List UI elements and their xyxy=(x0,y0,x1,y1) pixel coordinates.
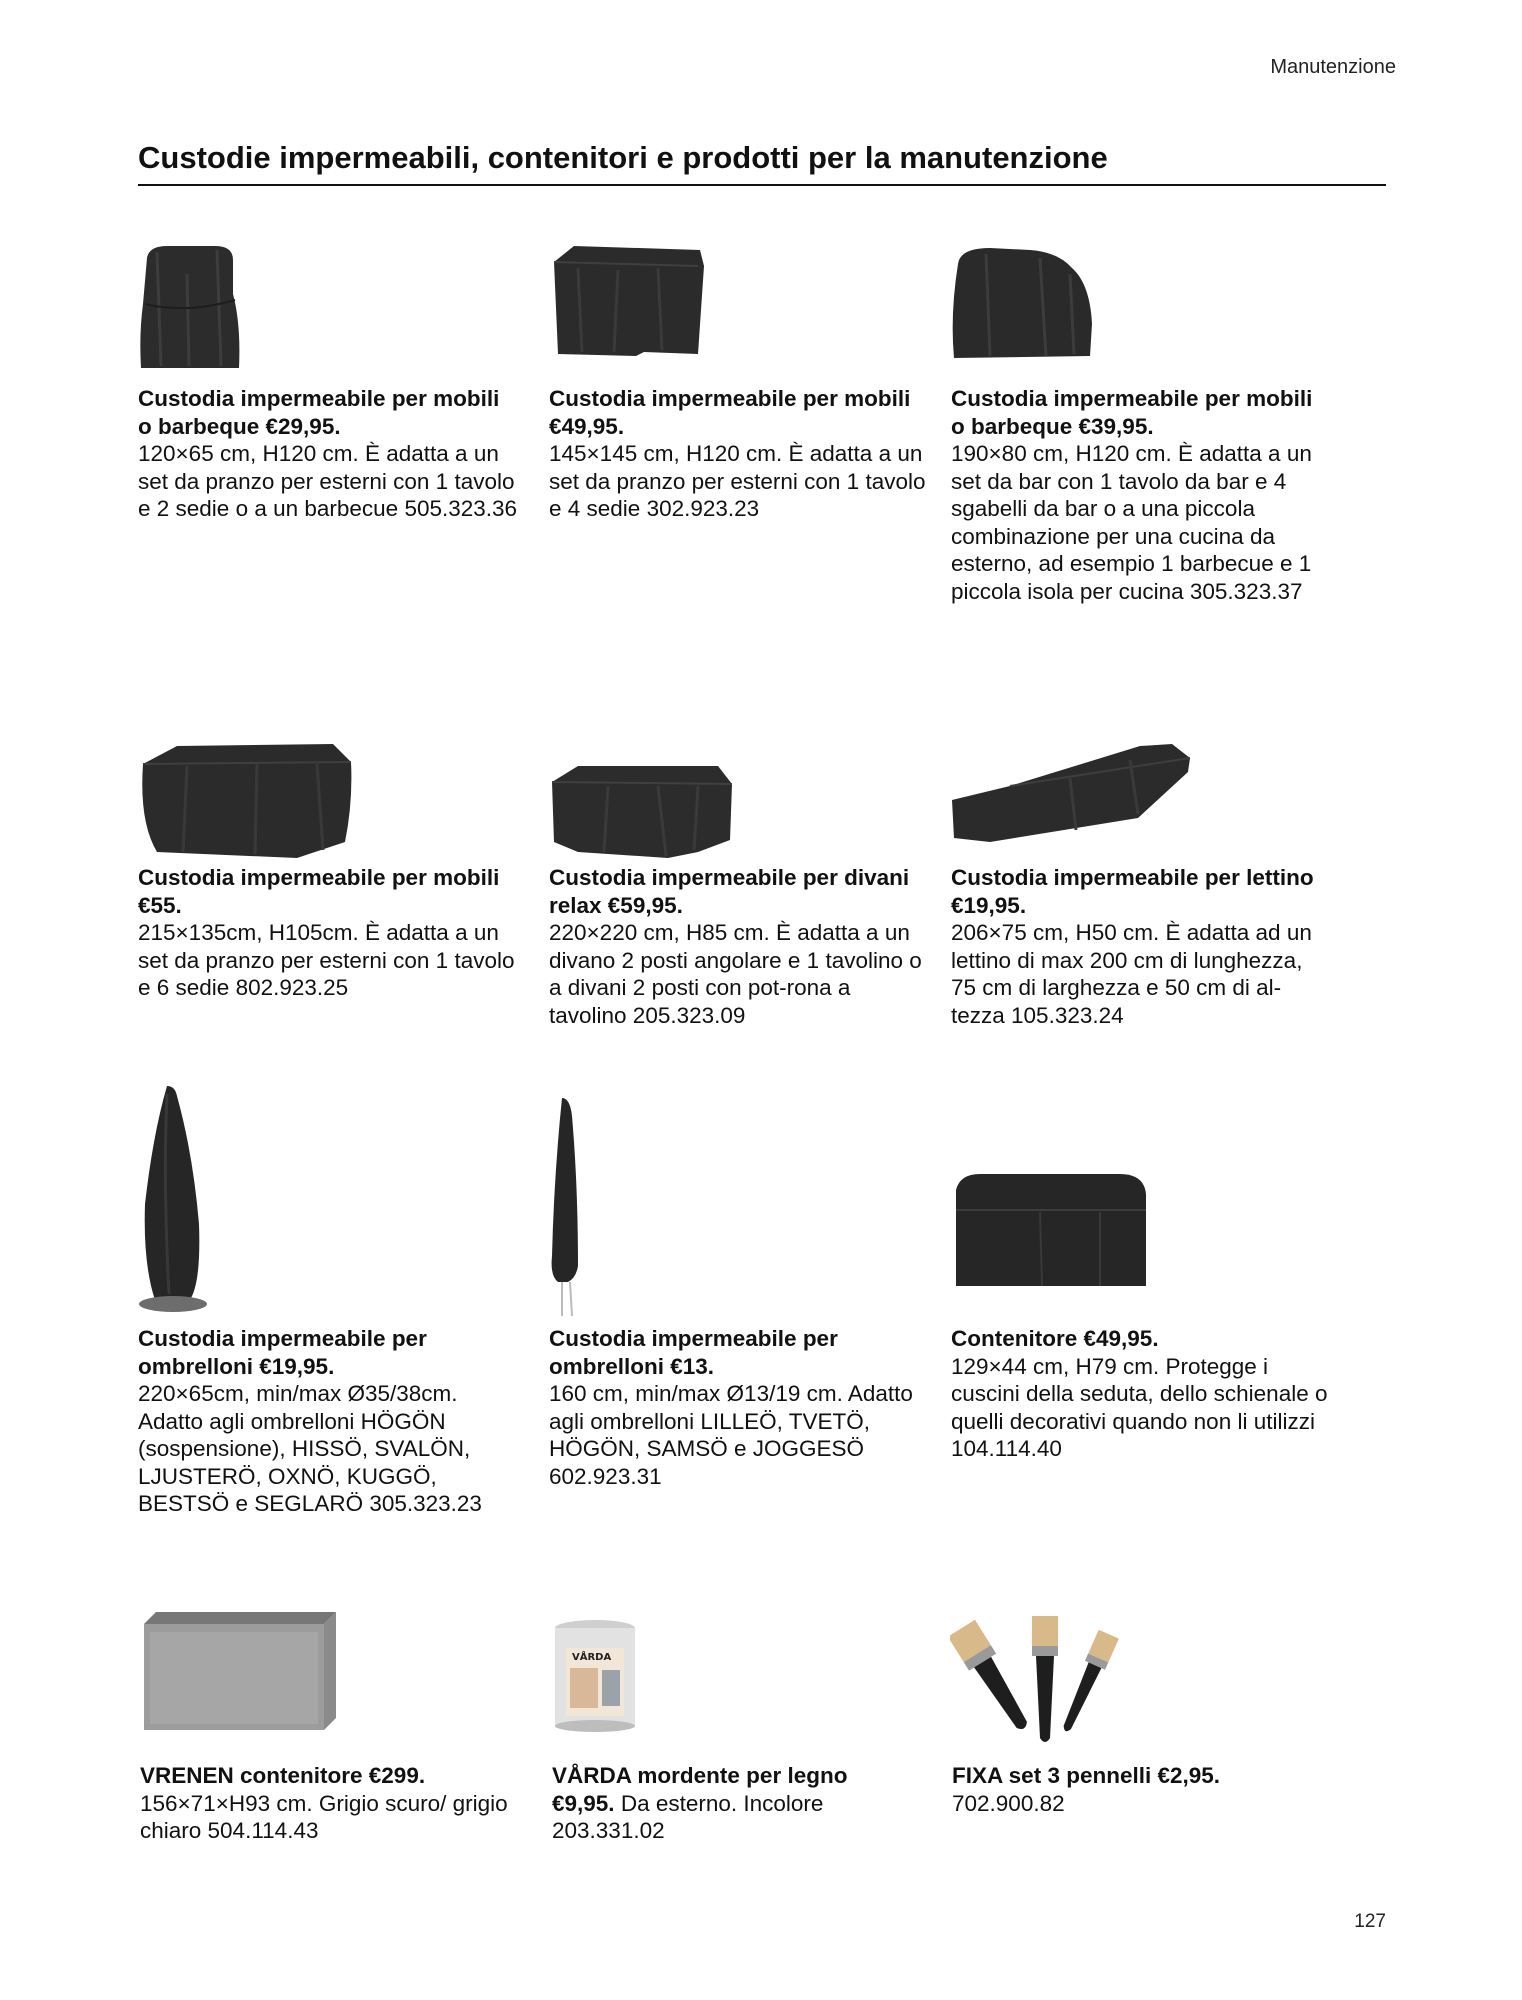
product-name: Custodia impermeabile per mobili €49,95. xyxy=(549,386,911,439)
product-name: VRENEN contenitore €299. xyxy=(140,1763,426,1788)
wood-stain-can-image xyxy=(552,1618,638,1734)
product-text xyxy=(951,385,1331,605)
product-name: Custodia impermeabile per mobili €55. xyxy=(138,865,500,918)
product-description: 220×65cm, min/max Ø35/38cm. Adatto agli ombrelloni HÖGÖN (sospensione), HISSÖ, SVALÖN, LJUSTERÖ, OXNÖ, KUGGÖ, BESTSÖ e SEGLARÖ 305.323.23 xyxy=(138,1381,482,1516)
section-label: Manutenzione xyxy=(1270,56,1396,78)
product-description: 215×135cm, H105cm. È adatta a un set da pranzo per esterni con 1 tavolo e 6 sedie 802.923.25 xyxy=(138,920,515,1000)
title-rule xyxy=(138,184,1386,186)
product-description: 220×220 cm, H85 cm. È adatta a un divano 2 posti angolare e 1 tavolino o a divani 2 posti con pot-rona a tavolino 205.323.09 xyxy=(549,920,922,1028)
product-text xyxy=(549,864,929,1029)
product-description: 702.900.82 xyxy=(952,1790,1065,1816)
product-name: FIXA set 3 pennelli €2,95. xyxy=(952,1763,1221,1788)
product-name: Custodia impermeabile per divani relax €59,95. xyxy=(549,865,910,918)
sofa-cover-image xyxy=(548,762,734,860)
storage-box-grey-image xyxy=(140,1610,340,1734)
product-name: Custodia impermeabile per lettino €19,95. xyxy=(951,865,1314,918)
product-text xyxy=(951,1325,1331,1463)
product-text xyxy=(951,864,1331,1029)
product-description: 206×75 cm, H50 cm. È adatta ad un lettino di max 200 cm di lunghezza, 75 cm di larghezza e 50 cm di al-tezza 105.323.24 xyxy=(951,920,1312,1028)
long-furniture-cover-image xyxy=(137,742,355,860)
product-name: VÅRDA mordente per legno €9,95. xyxy=(552,1763,848,1816)
paint-brushes-image xyxy=(950,1614,1120,1748)
product-description: Da esterno. Incolore 203.331.02 xyxy=(552,1790,824,1843)
grill-cover-small-image xyxy=(137,244,245,374)
product-name: Contenitore €49,95. xyxy=(951,1326,1159,1351)
product-text xyxy=(552,1762,852,1845)
product-name: Custodia impermeabile per ombrelloni €13. xyxy=(549,1326,838,1379)
product-text xyxy=(138,385,518,523)
umbrella-cover-image xyxy=(548,1096,584,1318)
product-text xyxy=(138,1325,518,1518)
square-furniture-cover-image xyxy=(548,244,708,359)
product-description: 190×80 cm, H120 cm. È adatta a un set da bar con 1 tavolo da bar e 4 sgabelli da bar o a una piccola combinazione per una cucina da esterno, ad esempio 1 barbecue e 1 piccola isola per cucina 305.323.37 xyxy=(951,441,1312,604)
product-name: Custodia impermeabile per mobili o barbeque €39,95. xyxy=(951,386,1313,439)
product-name: Custodia impermeabile per ombrelloni €19,95. xyxy=(138,1326,427,1379)
product-name: Custodia impermeabile per mobili o barbeque €29,95. xyxy=(138,386,500,439)
product-description: 145×145 cm, H120 cm. È adatta a un set da pranzo per esterni con 1 tavolo e 4 sedie 302.923.23 xyxy=(549,441,926,521)
product-text xyxy=(952,1762,1332,1817)
product-text xyxy=(549,1325,929,1490)
page-title: Custodie impermeabili, contenitori e prodotti per la manutenzione xyxy=(138,140,1108,175)
product-description: 156×71×H93 cm. Grigio scuro/ grigio chiaro 504.114.43 xyxy=(140,1790,508,1843)
cantilever-umbrella-cover-image xyxy=(137,1084,207,1314)
product-description: 129×44 cm, H79 cm. Protegge i cuscini della seduta, dello schienale o quelli decorativi quando non li utilizzi 104.114.40 xyxy=(951,1353,1328,1461)
lounger-cover-image xyxy=(950,742,1196,844)
page-number: 127 xyxy=(1354,1911,1386,1932)
product-description: 120×65 cm, H120 cm. È adatta a un set da pranzo per esterni con 1 tavolo e 2 sedie o a un barbecue 505.323.36 xyxy=(138,441,518,521)
product-text xyxy=(138,864,518,1002)
grill-cover-large-image xyxy=(950,244,1094,362)
product-text xyxy=(549,385,929,523)
product-text xyxy=(140,1762,520,1845)
storage-box-dark-image xyxy=(950,1170,1150,1288)
product-description: 160 cm, min/max Ø13/19 cm. Adatto agli ombrelloni LILLEÖ, TVETÖ, HÖGÖN, SAMSÖ e JOGGESÖ 602.923.31 xyxy=(549,1381,913,1489)
can-label: VÅRDA xyxy=(572,1652,612,1663)
